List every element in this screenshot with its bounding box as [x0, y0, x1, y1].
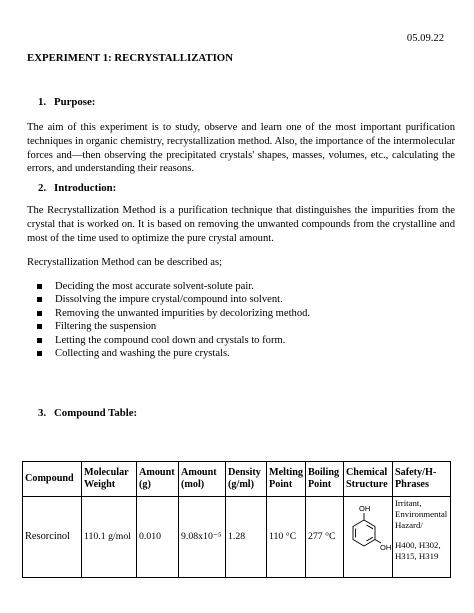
purpose-paragraph: The aim of this experiment is to study, observe and learn one of the most important purification techniques in organic chemistry, recrystallization method. Also, the importance of the intermolecular forces and—then observing the precipitated crystals' shapes, masses, volumes, etc., calculating the errors, and understanding their reasons.: [27, 122, 455, 175]
section-compound-table-heading: [38, 406, 137, 420]
method-steps-list: [27, 280, 457, 360]
section-introduction-heading: [38, 181, 116, 195]
section-number: 1.: [38, 96, 47, 108]
column-header: Amount (g): [137, 462, 179, 497]
melting-point-cell: 110 °C: [267, 497, 306, 578]
method-lead-text: Recrystallization Method can be described as;: [27, 257, 223, 268]
list-item: Deciding the most accurate solvent-solute pair.: [27, 280, 457, 293]
column-header: Melting Point: [267, 462, 306, 497]
h-phrases: H400, H302, H315, H319: [394, 539, 441, 561]
bullet-square-icon: [37, 338, 42, 343]
table-row: [23, 497, 451, 578]
compound-name-cell: Resorcinol: [23, 497, 82, 578]
amount-mol-cell: 9.08x10⁻⁵: [179, 497, 226, 578]
bullet-square-icon: [37, 311, 42, 316]
table-header-row: [23, 462, 451, 497]
column-header: Boiling Point: [305, 462, 343, 497]
boiling-point-cell: 277 °C: [305, 497, 343, 578]
bullet-square-icon: [37, 297, 42, 302]
molecular-weight-cell: 110.1 g/mol: [82, 497, 137, 578]
section-title: Purpose:: [54, 96, 96, 108]
section-title: Introduction:: [54, 182, 117, 194]
column-header: Amount (mol): [179, 462, 226, 497]
bullet-square-icon: [37, 324, 42, 329]
section-purpose-heading: [38, 95, 95, 109]
hazard-description: Irritant, Environmental Hazard/: [394, 498, 448, 530]
compound-table: [22, 461, 451, 578]
bullet-square-icon: [37, 284, 42, 289]
amount-g-cell: 0.010: [137, 497, 179, 578]
section-number: 2.: [38, 182, 47, 194]
column-header: Safety/H-Phrases: [392, 462, 450, 497]
hydroxyl-label: OH: [379, 542, 392, 552]
density-cell: 1.28: [226, 497, 267, 578]
bullet-square-icon: [37, 351, 42, 356]
column-header: Molecular Weight: [82, 462, 137, 497]
document-date: 05.09.22: [406, 33, 444, 44]
document-title: EXPERIMENT 1: RECRYSTALLIZATION: [27, 52, 233, 64]
list-item: Collecting and washing the pure crystals.: [27, 347, 457, 360]
introduction-paragraph: The Recrystallization Method is a purification technique that distinguishes the impurities from the crystal that is worked on. It is based on removing the unwanted compounds from the crystalline and most of the time used to optimize the pure crystal amount.: [27, 205, 455, 244]
list-item: Dissolving the impure crystal/compound into solvent.: [27, 293, 457, 306]
column-header: Density (g/ml): [226, 462, 267, 497]
hydroxyl-label: OH: [358, 503, 371, 513]
section-number: 3.: [38, 407, 47, 419]
chemical-structure-cell: [343, 497, 392, 578]
section-title: Compound Table:: [54, 407, 138, 419]
column-header: Compound: [23, 462, 82, 497]
resorcinol-structure-diagram: [344, 500, 392, 570]
list-item: Letting the compound cool down and crystals to form.: [27, 334, 457, 347]
safety-cell: [392, 497, 450, 578]
column-header: Chemical Structure: [343, 462, 392, 497]
list-item: Filtering the suspension: [27, 320, 457, 333]
list-item: Removing the unwanted impurities by decolorizing method.: [27, 307, 457, 320]
